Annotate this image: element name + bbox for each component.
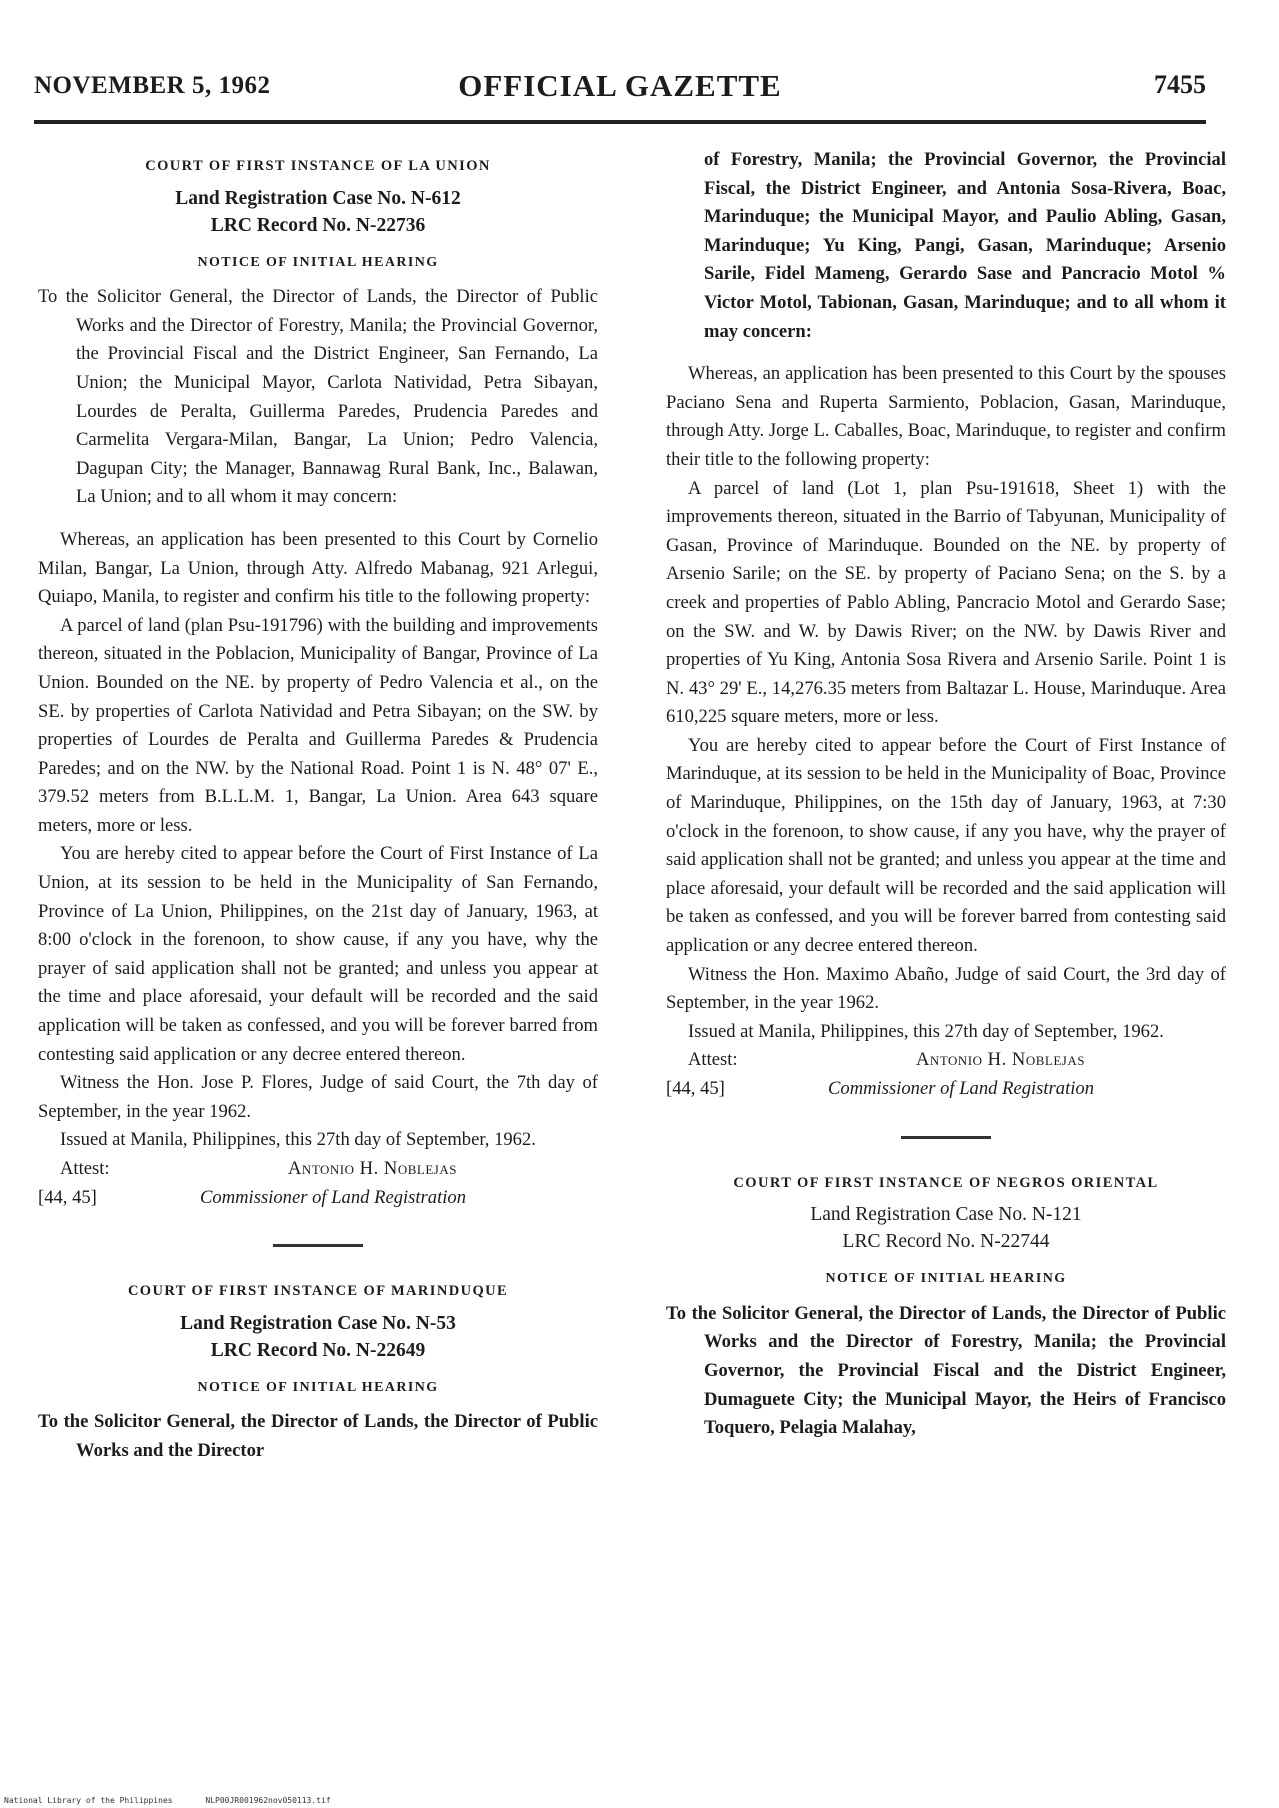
notice2-attest-row [666,1046,1226,1075]
notice2-record-number: LRC Record No. N-22649 [210,1339,426,1361]
notice1-case-number: Land Registration Case No. N-612 [175,187,461,209]
notice3-record-number: LRC Record No. N-22744 [842,1231,1050,1253]
notice1-attest-label: Attest: [60,1158,110,1179]
notice-divider [901,1136,991,1139]
notice2-attest-label: Attest: [688,1049,738,1071]
publication-title: OFFICIAL GAZETTE [458,68,782,103]
footer-filename: NLP00JR001962nov050113.tif [205,1796,331,1805]
right-column [666,146,1226,1443]
notice1-parcel-paragraph: A parcel of land (plan Psu-191796) with the building and improvements thereon, situated in the Poblacion, Municipality of Bangar, Province of La Union. Bounded on the NE. by property of Pedro Valencia et al., on the SE. by properties of Carlota Natividad and Petra Sibayan; on the SW. by properties of Lourdes de Peralta and Guillerma Paredes & Prudencia Paredes; and on the NW. by the National Road. Point 1 is N. 48° 07' E., 379.52 meters from B.L.L.M. 1, Bangar, La Union. Area 643 square meters, more or less. [38,614,598,836]
notice2-attest-name: Antonio H. Noblejas [916,1049,1085,1071]
issue-date: NOVEMBER 5, 1962 [34,72,271,99]
notice2-witness-paragraph: Witness the Hon. Maximo Abaño, Judge of said Court, the 3rd day of September, in the year 1962. [666,963,1226,1014]
notice1-title: NOTICE OF INITIAL HEARING [197,254,439,270]
notice1-reference: [44, 45] [38,1186,97,1208]
notice1-issued-paragraph: Issued at Manila, Philippines, this 27th day of September, 1962. [60,1129,536,1151]
notice2-court: COURT OF FIRST INSTANCE OF MARINDUQUE [127,1283,509,1300]
notice1-application-paragraph: Whereas, an application has been presented to this Court by Cornelio Milan, Bangar, La Union, through Atty. Alfredo Mabanag, 921 Arlegui, Quiapo, Manila, to register and confirm his title to the following property: [38,528,598,608]
header-rule [34,120,1206,124]
notice1-attest-title: Commissioner of Land Registration [200,1186,467,1208]
notice-divider [273,1244,363,1247]
footer-library: National Library of the Philippines [4,1796,173,1805]
notice1-witness-paragraph: Witness the Hon. Jose P. Flores, Judge of said Court, the 7th day of September, in the year 1962. [38,1072,598,1122]
left-column [38,146,598,1466]
notice2-addressees-start: To the Solicitor General, the Director of Lands, the Director of Public Works and the Director [38,1411,598,1461]
notice2-citation-paragraph: You are hereby cited to appear before the Court of First Instance of Marinduque, at its session to be held in the Municipality of Boac, Province of Marinduque, Philippines, on the 15th day of January, 1963, at 7:30 o'clock in the forenoon, to show cause, if any you have, why the prayer of said application shall not be granted; and unless you appear at the time and place aforesaid, your default will be recorded and the said application will be taken as confessed, and you will be forever barred from contesting said application or any decree entered thereon. [666,734,1226,957]
notice2-title: NOTICE OF INITIAL HEARING [197,1379,439,1395]
notice1-attest-title-row [38,1184,598,1213]
notice3-addressees: To the Solicitor General, the Director of Lands, the Director of Public Works and the Director of Forestry, Manila; the Provincial Governor, the Provincial Fiscal and the District Engineer, Dumaguete City; the Municipal Mayor, the Heirs of Francisco Toquero, Pelagia Malahay, [666,1302,1226,1439]
notice2-application-paragraph: Whereas, an application has been presented to this Court by the spouses Paciano Sena and Ruperta Sarmiento, Poblacion, Gasan, Marinduque, through Atty. Jorge L. Caballes, Boac, Marinduque, to register and confirm their title to the following property: [666,363,1226,470]
notice1-citation-paragraph: You are hereby cited to appear before the Court of First Instance of La Union, at its session to be held in the Municipality of San Fernando, Province of La Union, Philippines, on the 21st day of January, 1963, at 8:00 o'clock in the forenoon, to show cause, if any you have, why the prayer of said application shall not be granted; and unless you appear at the time and place aforesaid, your default will be recorded and the said application will be taken as confessed, and you will be forever barred from contesting said application or any decree entered thereon. [38,843,598,1065]
notice2-reference: [44, 45] [666,1078,725,1099]
notice2-case-number: Land Registration Case No. N-53 [180,1312,456,1334]
notice2-addressees-continued: of Forestry, Manila; the Provincial Governor, the Provincial Fiscal, the District Engineer, and Antonia Sosa-Rivera, Boac, Marinduque; the Municipal Mayor, and Paulio Abling, Gasan, Marinduque; Yu King, Pangi, Gasan, Marinduque; Arsenio Sarile, Fidel Mameng, Gerardo Sase and Pancracio Motol % Victor Motol, Tabionan, Gasan, Marinduque; and to all whom it may concern: [704,149,1226,342]
notice2-attest-title-row [666,1075,1226,1104]
scan-footer [4,1796,331,1806]
notice3-title: NOTICE OF INITIAL HEARING [825,1271,1067,1287]
notice2-attest-title: Commissioner of Land Registration [828,1078,1095,1099]
notice1-addressees: To the Solicitor General, the Director of Lands, the Director of Public Works and the Director of Forestry, Manila; the Provincial Governor, the Provincial Fiscal and the District Engineer, San Fernando, La Union; the Municipal Mayor, Carlota Natividad, Petra Sibayan, Lourdes de Peralta, Guillerma Paredes, Prudencia Paredes and Carmelita Vergara-Milan, Bangar, La Union; Pedro Valencia, Dagupan City; the Manager, Bannawag Rural Bank, Inc., Balawan, La Union; and to all whom it may concern: [38,286,598,508]
notice1-court: COURT OF FIRST INSTANCE OF LA UNION [145,158,491,174]
notice2-issued-paragraph: Issued at Manila, Philippines, this 27th day of September, 1962. [688,1020,1164,1042]
page-number: 7455 [1154,70,1206,99]
notice3-court: COURT OF FIRST INSTANCE OF NEGROS ORIENTAL [733,1174,1159,1191]
notice2-parcel-paragraph: A parcel of land (Lot 1, plan Psu-191618, Sheet 1) with the improvements thereon, situated in the Barrio of Tabyunan, Municipality of Gasan, Province of Marinduque. Bounded on the NE. by property of Arsenio Sarile; on the SE. by property of Paciano Sena; on the S. by a creek and properties of Pablo Abling, Pancracio Motol and Gerardo Sase; on the SW. and W. by Dawis River; on the NW. by Dawis River and properties of Yu King, Antonia Sosa Rivera and Arsenio Sarile. Point 1 is N. 43° 29' E., 14,276.35 meters from Baltazar L. House, Marinduque. Area 610,225 square meters, more or less. [666,477,1226,728]
notice1-record-number: LRC Record No. N-22736 [210,214,426,236]
notice1-attest-name: Antonio H. Noblejas [288,1158,457,1179]
notice3-case-number: Land Registration Case No. N-121 [810,1204,1082,1226]
masthead [34,68,1206,108]
notice1-attest-row [38,1155,598,1184]
